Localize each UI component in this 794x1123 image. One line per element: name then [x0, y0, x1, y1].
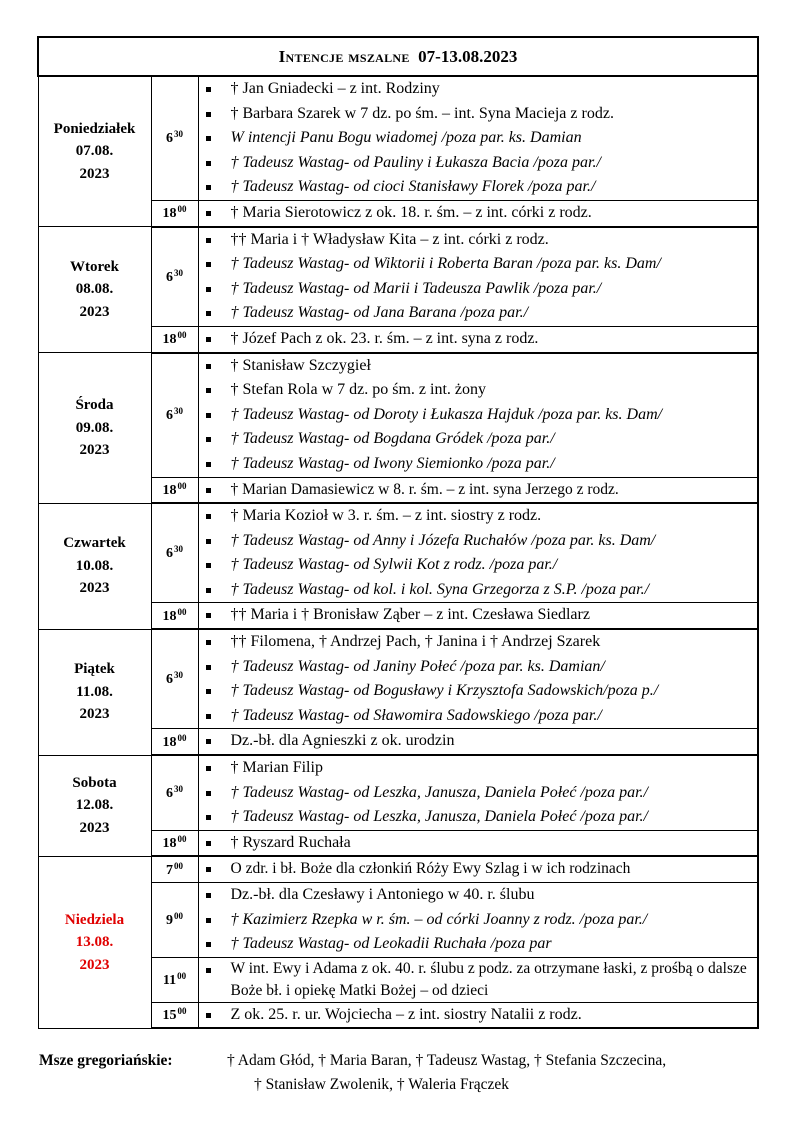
intention-item: † Jan Gniadecki – z int. Rodziny — [205, 77, 758, 102]
mass-row — [38, 755, 758, 830]
intentions-list — [205, 831, 758, 856]
mass-minute: 00 — [177, 970, 187, 981]
intentions-list — [205, 857, 758, 882]
intention-item: † Tadeusz Wastag- od Wiktorii i Roberta Baran /poza par. ks. Dam/ — [205, 252, 758, 277]
intention-item: Dz.-bł. dla Agnieszki z ok. urodzin — [205, 729, 758, 754]
day-name: Piątek — [74, 661, 115, 678]
intentions-cell — [198, 1002, 758, 1028]
mass-minute: 00 — [174, 910, 183, 921]
mass-minute: 00 — [177, 732, 187, 743]
mass-hour: 18 — [162, 608, 177, 624]
mass-time — [151, 1002, 198, 1028]
day-year: 2023 — [79, 956, 110, 973]
intention-item: † Tadeusz Wastag- od Bogusławy i Krzysztofa Sadowskich/poza p./ — [205, 679, 758, 704]
intention-item: † Maria Sierotowicz z ok. 18. r. śm. – z int. córki z rodz. — [205, 201, 758, 226]
intentions-list — [205, 756, 758, 830]
intention-item: † Tadeusz Wastag- od Doroty i Łukasza Hajduk /poza par. ks. Dam/ — [205, 403, 758, 428]
intentions-list — [205, 201, 758, 226]
mass-hour: 18 — [162, 332, 177, 348]
intention-item: † Maria Kozioł w 3. r. śm. – z int. siostry z rodz. — [205, 504, 758, 529]
intentions-list — [205, 883, 758, 957]
intentions-cell — [198, 856, 758, 882]
intention-item: † Stefan Rola w 7 dz. po śm. z int. żony — [205, 378, 758, 403]
intention-item: O zdr. i bł. Boże dla członkiń Róży Ewy Szlag i w ich rodzinach — [205, 857, 758, 882]
intentions-list — [205, 1003, 758, 1028]
day-cell — [38, 353, 151, 504]
mass-minute: 00 — [177, 834, 187, 845]
mass-hour: 6 — [166, 546, 173, 562]
day-name: Sobota — [72, 774, 117, 791]
intention-item: Z ok. 25. r. ur. Wojciecha – z int. siostry Natalii z rodz. — [205, 1003, 758, 1028]
day-date: 12.08. — [75, 797, 114, 814]
intentions-list — [205, 958, 758, 1002]
day-cell — [38, 76, 151, 227]
mass-time — [151, 227, 198, 327]
mass-minute: 00 — [177, 330, 187, 341]
mass-row — [38, 353, 758, 477]
day-name: Poniedziałek — [53, 120, 136, 137]
day-date: 10.08. — [75, 557, 114, 574]
intentions-cell — [198, 629, 758, 729]
day-date: 09.08. — [75, 419, 114, 436]
mass-time — [151, 830, 198, 856]
intention-item: † Tadeusz Wastag- od Pauliny i Łukasza Bacia /poza par./ — [205, 151, 758, 176]
intentions-cell — [198, 326, 758, 352]
intention-item: † Tadeusz Wastag- od cioci Stanisławy Florek /poza par./ — [205, 175, 758, 200]
intentions-cell — [198, 76, 758, 200]
intention-item: † Tadeusz Wastag- od Jana Barana /poza par./ — [205, 301, 758, 326]
intentions-cell — [198, 200, 758, 226]
mass-time — [151, 477, 198, 503]
mass-time — [151, 755, 198, 830]
mass-minute: 30 — [174, 406, 183, 417]
intentions-cell — [198, 729, 758, 755]
mass-time — [151, 503, 198, 603]
intention-item: † Marian Filip — [205, 756, 758, 781]
intention-item: † Marian Damasiewicz w 8. r. śm. – z int. syna Jerzego z rodz. — [205, 478, 758, 503]
day-year: 2023 — [79, 442, 110, 459]
day-cell — [38, 856, 151, 1028]
day-date: 08.08. — [75, 281, 114, 298]
intention-item: † Tadeusz Wastag- od Leszka, Janusza, Daniela Połeć /poza par./ — [205, 781, 758, 806]
day-name: Wtorek — [70, 258, 119, 275]
intentions-list — [205, 228, 758, 326]
intentions-cell — [198, 503, 758, 603]
mass-row — [38, 503, 758, 603]
mass-row — [38, 76, 758, 200]
intentions-table — [37, 36, 759, 1029]
mass-minute: 30 — [174, 267, 183, 278]
mass-minute: 00 — [177, 204, 187, 215]
mass-hour: 6 — [166, 269, 173, 285]
gregorian-line-1: † Adam Głód, † Maria Baran, † Tadeusz Wastag, † Stefania Szczecina, — [227, 1052, 667, 1069]
gregorian-line-2: † Stanisław Zwolenik, † Waleria Frączek — [254, 1076, 510, 1093]
intentions-cell — [198, 477, 758, 503]
intentions-cell — [198, 227, 758, 327]
mass-time — [151, 957, 198, 1002]
intention-item: † Józef Pach z ok. 23. r. śm. – z int. syna z rodz. — [205, 327, 758, 352]
mass-minute: 00 — [177, 480, 187, 491]
day-year: 2023 — [79, 819, 110, 836]
mass-minute: 00 — [177, 606, 187, 617]
intention-item: † Tadeusz Wastag- od Iwony Siemionko /poza par./ — [205, 452, 758, 477]
intention-item: † Tadeusz Wastag- od Sylwii Kot z rodz. /poza par./ — [205, 553, 758, 578]
intentions-list — [205, 729, 758, 754]
day-name: Niedziela — [64, 911, 125, 928]
intention-item: † Tadeusz Wastag- od Leszka, Janusza, Daniela Połeć /poza par./ — [205, 805, 758, 830]
day-year: 2023 — [79, 165, 110, 182]
mass-row — [38, 629, 758, 729]
intention-item: † Tadeusz Wastag- od Sławomira Sadowskiego /poza par./ — [205, 704, 758, 729]
mass-hour: 11 — [162, 972, 177, 988]
intention-item: W intencji Panu Bogu wiadomej /poza par. ks. Damian — [205, 126, 758, 151]
intention-item: Dz.-bł. dla Czesławy i Antoniego w 40. r. ślubu — [205, 883, 758, 908]
mass-hour: 18 — [162, 206, 177, 222]
day-date: 13.08. — [75, 934, 114, 951]
mass-time — [151, 353, 198, 477]
mass-minute: 00 — [174, 860, 183, 871]
mass-minute: 30 — [174, 544, 183, 555]
intentions-list — [205, 504, 758, 602]
intentions-cell — [198, 353, 758, 477]
mass-hour: 9 — [166, 912, 173, 928]
mass-row — [38, 856, 758, 882]
day-cell — [38, 227, 151, 353]
intentions-cell — [198, 755, 758, 830]
mass-hour: 18 — [162, 836, 177, 852]
day-cell — [38, 629, 151, 755]
day-date: 11.08. — [76, 683, 113, 700]
intention-item: W int. Ewy i Adama z ok. 40. r. ślubu z podz. za otrzymane łaski, z prośbą o dalsze Boże bł. i opiekę Matki Bożej – od dzieci — [205, 958, 758, 1002]
intention-item: †† Maria i † Władysław Kita – z int. córki z rodz. — [205, 228, 758, 253]
mass-minute: 30 — [174, 129, 183, 140]
intention-item: † Ryszard Ruchała — [205, 831, 758, 856]
intentions-list — [205, 327, 758, 352]
mass-time — [151, 200, 198, 226]
gregorian-label: Msze gregoriańskie: — [39, 1052, 173, 1069]
intentions-list — [205, 77, 758, 200]
intention-item: † Kazimierz Rzepka w r. śm. – od córki Joanny z rodz. /poza par./ — [205, 908, 758, 933]
intentions-cell — [198, 883, 758, 958]
mass-hour: 18 — [162, 734, 177, 750]
mass-hour: 6 — [166, 131, 173, 147]
page-title — [38, 37, 758, 76]
intentions-list — [205, 354, 758, 477]
mass-hour: 18 — [162, 482, 177, 498]
mass-time — [151, 603, 198, 629]
day-name: Środa — [75, 397, 114, 414]
day-year: 2023 — [79, 580, 110, 597]
mass-time — [151, 856, 198, 882]
intention-item: † Stanisław Szczygieł — [205, 354, 758, 379]
mass-hour: 6 — [166, 672, 173, 688]
intentions-list — [205, 478, 758, 503]
day-name: Czwartek — [63, 535, 126, 552]
intention-item: †† Maria i † Bronisław Ząber – z int. Czesława Siedlarz — [205, 603, 758, 628]
title-dates: 07-13.08.2023 — [418, 46, 518, 66]
mass-hour: 7 — [166, 862, 173, 878]
mass-hour: 6 — [166, 785, 173, 801]
mass-row — [38, 227, 758, 327]
mass-time — [151, 729, 198, 755]
intention-item: † Tadeusz Wastag- od Janiny Połeć /poza par. ks. Damian/ — [205, 655, 758, 680]
intention-item: † Barbara Szarek w 7 dz. po śm. – int. Syna Macieja z rodz. — [205, 102, 758, 127]
intentions-list — [205, 630, 758, 728]
mass-minute: 00 — [177, 1006, 187, 1017]
day-year: 2023 — [79, 303, 110, 320]
intention-item: †† Filomena, † Andrzej Pach, † Janina i † Andrzej Szarek — [205, 630, 758, 655]
intention-item: † Tadeusz Wastag- od Marii i Tadeusza Pawlik /poza par./ — [205, 277, 758, 302]
intentions-cell — [198, 830, 758, 856]
mass-time — [151, 76, 198, 200]
mass-hour: 6 — [166, 408, 173, 424]
day-cell — [38, 503, 151, 629]
intentions-list — [205, 603, 758, 628]
intentions-cell — [198, 603, 758, 629]
intention-item: † Tadeusz Wastag- od kol. i kol. Syna Grzegorza z S.P. /poza par./ — [205, 578, 758, 603]
day-year: 2023 — [79, 706, 110, 723]
intention-item: † Tadeusz Wastag- od Bogdana Gródek /poza par./ — [205, 427, 758, 452]
day-cell — [38, 755, 151, 856]
mass-time — [151, 883, 198, 958]
title-caps: Intencje mszalne — [278, 46, 410, 66]
day-date: 07.08. — [75, 143, 114, 160]
intentions-cell — [198, 957, 758, 1002]
mass-minute: 30 — [174, 670, 183, 681]
mass-time — [151, 629, 198, 729]
mass-time — [151, 326, 198, 352]
intention-item: † Tadeusz Wastag- od Anny i Józefa Ruchałów /poza par. ks. Dam/ — [205, 529, 758, 554]
mass-hour: 15 — [162, 1008, 177, 1024]
mass-minute: 30 — [174, 783, 183, 794]
intention-item: † Tadeusz Wastag- od Leokadii Ruchała /poza par — [205, 932, 758, 957]
